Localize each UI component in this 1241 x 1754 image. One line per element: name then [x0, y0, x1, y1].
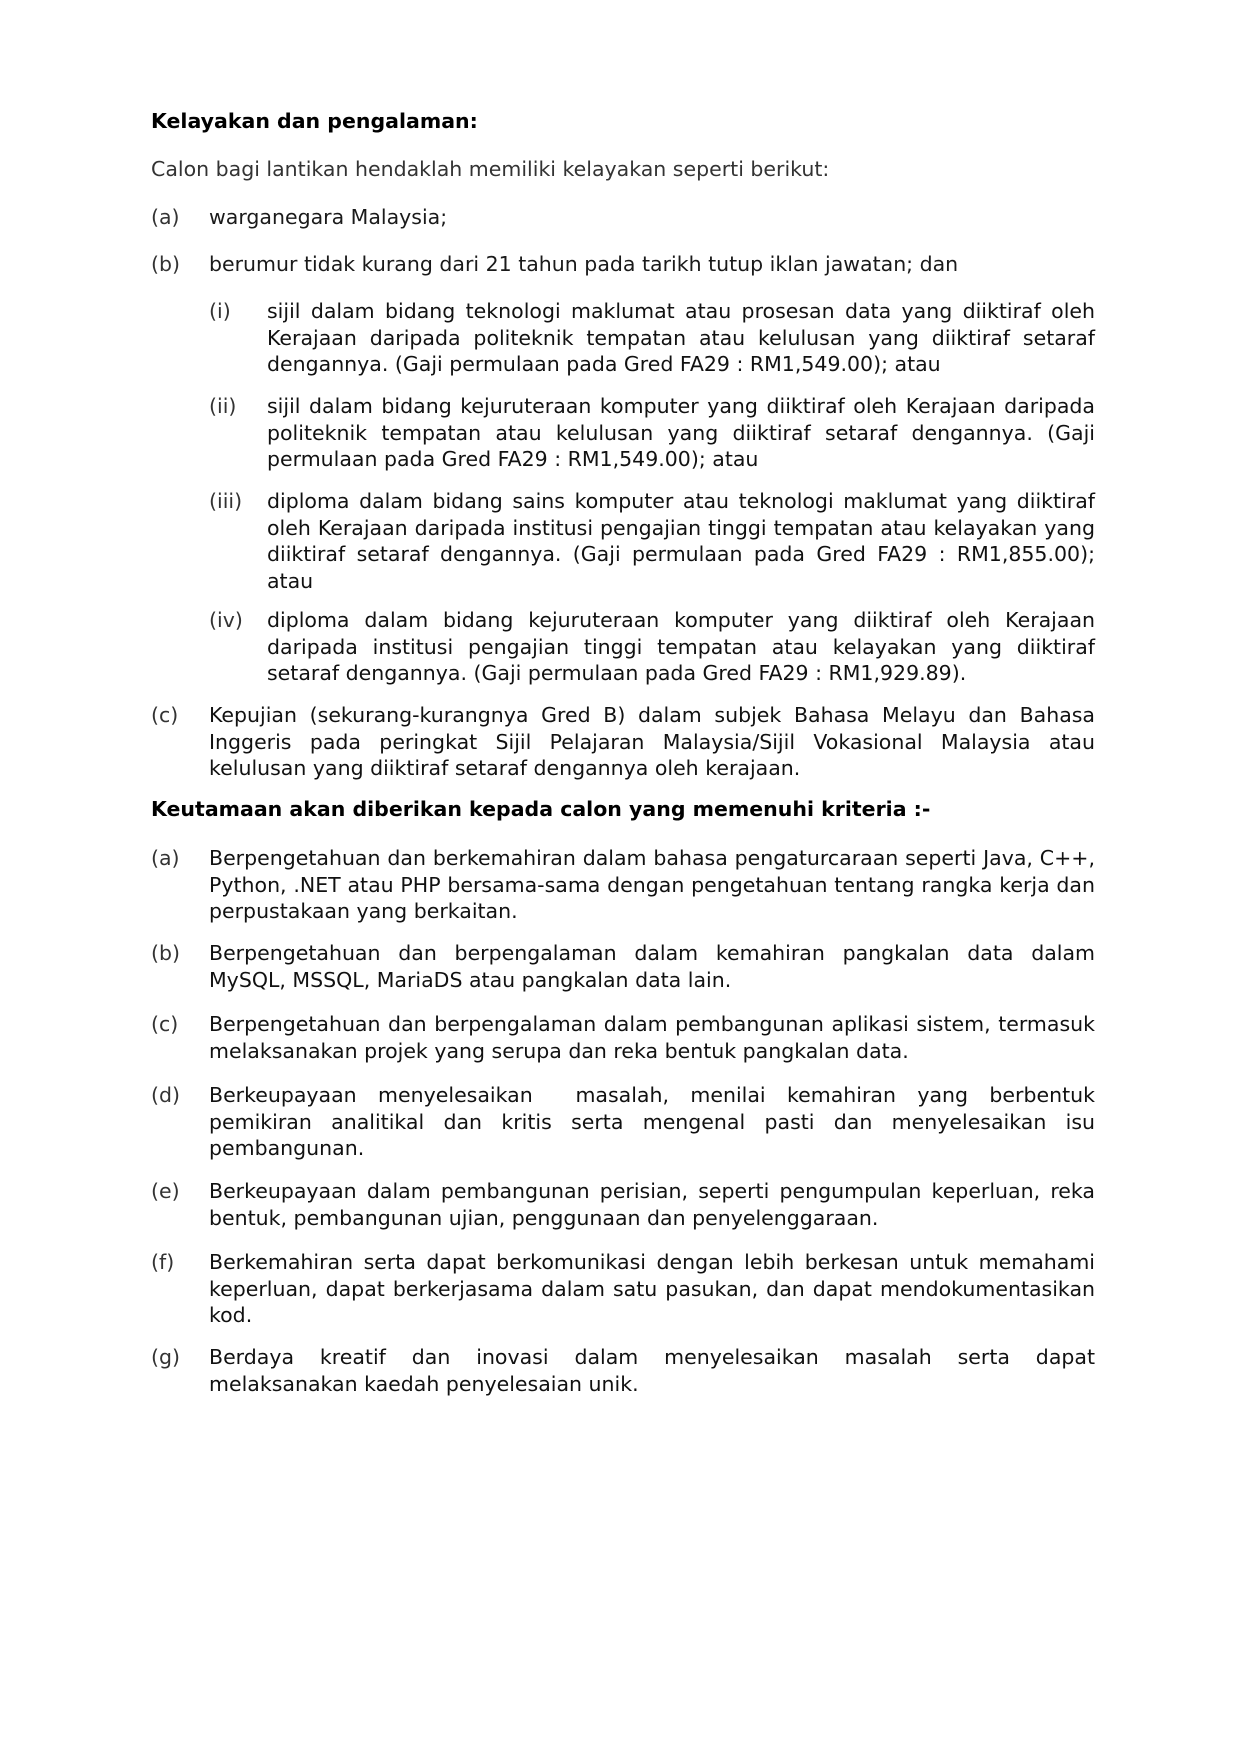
item-text: Kepujian (sekurang-kurangnya Gred B) dalam subjek Bahasa Melayu dan Bahasa Inggeris pada peringkat Sijil Pelajaran Malaysia/Sijil Vokasional Malaysia atau kelulusan yang diiktiraf setaraf dengannya oleh kerajaan.: [209, 703, 1095, 781]
item-text: warganegara Malaysia;: [209, 205, 448, 229]
item-label: (a): [151, 846, 180, 870]
item-label: (g): [151, 1345, 181, 1369]
item-label: (f): [151, 1250, 175, 1274]
list-item: [151, 204, 1095, 231]
sub-list-item: [209, 488, 1095, 594]
item-text: sijil dalam bidang kejuruteraan komputer yang diiktiraf oleh Kerajaan daripada politeknik tempatan atau kelulusan yang diiktiraf setaraf dengannya. (Gaji permulaan pada Gred FA29 : RM1,549.00); atau: [267, 394, 1095, 472]
list-item: [151, 1011, 1095, 1064]
sub-list-item: [209, 607, 1095, 687]
item-label: (i): [209, 299, 231, 323]
item-text: sijil dalam bidang teknologi maklumat atau prosesan data yang diiktiraf oleh Kerajaan daripada politeknik tempatan atau kelulusan yang diiktiraf setaraf dengannya. (Gaji permulaan pada Gred FA29 : RM1,549.00); atau: [267, 299, 1095, 377]
section-heading-priority: Keutamaan akan diberikan kepada calon yang memenuhi kriteria :-: [151, 797, 931, 821]
list-item: [151, 251, 1095, 278]
list-item: [151, 1249, 1095, 1329]
sub-list-item: [209, 393, 1095, 473]
list-item: [151, 1178, 1095, 1231]
item-text: Berpengetahuan dan berpengalaman dalam pembangunan aplikasi sistem, termasuk melaksanakan projek yang serupa dan reka bentuk pangkalan data.: [209, 1012, 1095, 1063]
intro-paragraph: Calon bagi lantikan hendaklah memiliki kelayakan seperti berikut:: [151, 157, 830, 181]
item-text: Berdaya kreatif dan inovasi dalam menyelesaikan masalah serta dapat melaksanakan kaedah penyelesaian unik.: [209, 1345, 1095, 1396]
item-text: Berkeupayaan menyelesaikan masalah, menilai kemahiran yang berbentuk pemikiran analitikal dan kritis serta mengenal pasti dan menyelesaikan isu pembangunan.: [209, 1083, 1102, 1161]
item-label: (b): [151, 941, 181, 965]
item-text: berumur tidak kurang dari 21 tahun pada tarikh tutup iklan jawatan; dan: [209, 252, 959, 276]
item-text: Berpengetahuan dan berpengalaman dalam kemahiran pangkalan data dalam MySQL, MSSQL, MariaDS atau pangkalan data lain.: [209, 941, 1095, 992]
item-label: (iii): [209, 489, 243, 513]
list-item: [151, 702, 1095, 782]
item-label: (ii): [209, 394, 237, 418]
item-label: (d): [151, 1083, 181, 1107]
item-text: Berpengetahuan dan berkemahiran dalam bahasa pengaturcaraan seperti Java, C++, Python, .NET atau PHP bersama-sama dengan pengetahuan tentang rangka kerja dan perpustakaan yang berkaitan.: [209, 846, 1095, 924]
item-text: diploma dalam bidang sains komputer atau teknologi maklumat yang diiktiraf oleh Kerajaan daripada institusi pengajian tinggi tempatan atau kelayakan yang diiktiraf setaraf dengannya. (Gaji permulaan pada Gred FA29 : RM1,855.00); atau: [267, 489, 1095, 593]
item-label: (iv): [209, 608, 243, 632]
list-item: [151, 1082, 1102, 1162]
item-label: (e): [151, 1179, 180, 1203]
item-label: (b): [151, 252, 181, 276]
item-label: (c): [151, 703, 179, 727]
list-item: [151, 940, 1095, 993]
sub-list-item: [209, 298, 1095, 378]
item-text: Berkeupayaan dalam pembangunan perisian, seperti pengumpulan keperluan, reka bentuk, pembangunan ujian, penggunaan dan penyelenggaraan.: [209, 1179, 1095, 1230]
item-text: diploma dalam bidang kejuruteraan komputer yang diiktiraf oleh Kerajaan daripada institusi pengajian tinggi tempatan atau kelayakan yang diiktiraf setaraf dengannya. (Gaji permulaan pada Gred FA29 : RM1,929.89).: [267, 608, 1095, 686]
section-heading-qualifications: Kelayakan dan pengalaman:: [151, 109, 478, 133]
item-label: (c): [151, 1012, 179, 1036]
list-item: [151, 845, 1095, 925]
item-text: Berkemahiran serta dapat berkomunikasi dengan lebih berkesan untuk memahami keperluan, dapat berkerjasama dalam satu pasukan, dan dapat mendokumentasikan kod.: [209, 1250, 1095, 1328]
list-item: [151, 1344, 1095, 1397]
item-label: (a): [151, 205, 180, 229]
